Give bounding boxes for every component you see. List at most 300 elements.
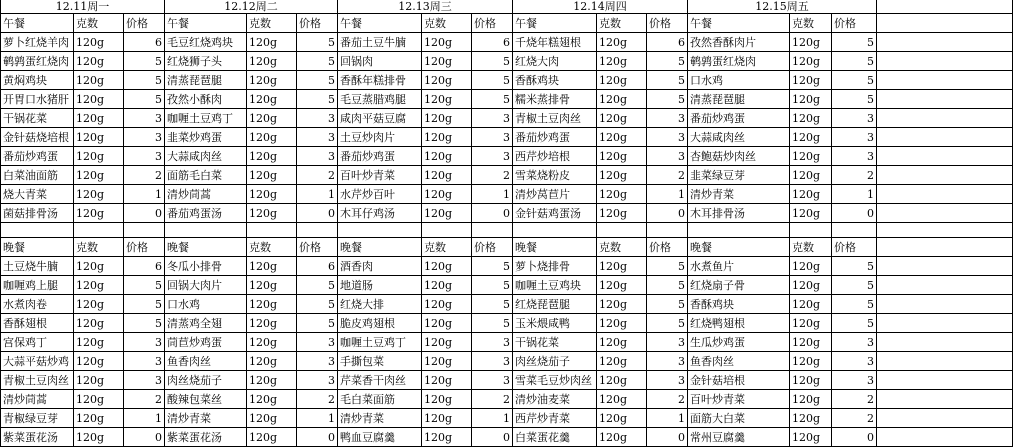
blank-cell	[790, 223, 832, 238]
sheet-empty-cell	[877, 204, 1013, 223]
dish-name: 肉丝烧茄子	[165, 371, 247, 390]
dish-name: 孜然香酥肉片	[688, 33, 790, 52]
sheet-empty-cell	[877, 238, 1013, 257]
dish-name: 清炒莴苣片	[513, 185, 597, 204]
dish-weight: 120g	[247, 185, 297, 204]
meal-label: 午餐	[513, 14, 597, 33]
dish-name: 紫菜蛋花汤	[165, 428, 247, 447]
dish-name: 红烧狮子头	[165, 52, 247, 71]
meal-label: 午餐	[338, 14, 422, 33]
dish-weight: 120g	[790, 71, 832, 90]
dish-name: 冬瓜小排骨	[165, 257, 247, 276]
dish-name: 咸肉平菇豆腐	[338, 109, 422, 128]
dish-price: 1	[647, 409, 688, 428]
sheet-empty-cell	[877, 14, 1013, 33]
dish-name: 清炒青菜	[338, 409, 422, 428]
dish-weight: 120g	[597, 71, 647, 90]
dish-name: 紫菜蛋花汤	[1, 428, 74, 447]
lunch-dish-row	[1, 52, 1013, 71]
dish-price: 3	[472, 128, 513, 147]
dish-weight: 120g	[422, 128, 472, 147]
dish-price: 3	[647, 371, 688, 390]
dish-weight: 120g	[422, 428, 472, 447]
dish-weight: 120g	[790, 276, 832, 295]
dish-price: 5	[647, 52, 688, 71]
dish-price: 5	[297, 276, 338, 295]
dish-price: 0	[472, 428, 513, 447]
dish-name: 地道肠	[338, 276, 422, 295]
dish-name: 大蒜咸肉丝	[165, 147, 247, 166]
day-header: 12.14周四	[513, 0, 688, 14]
price-col-label: 价格	[124, 14, 165, 33]
dish-price: 5	[297, 71, 338, 90]
dish-weight: 120g	[422, 52, 472, 71]
dish-weight: 120g	[597, 257, 647, 276]
dish-weight: 120g	[597, 295, 647, 314]
dish-name: 番茄炒鸡蛋	[688, 109, 790, 128]
dish-price: 2	[124, 390, 165, 409]
dish-price: 3	[832, 109, 877, 128]
dish-weight: 120g	[422, 90, 472, 109]
sheet-empty-cell	[877, 147, 1013, 166]
dish-price: 5	[647, 314, 688, 333]
dish-weight: 120g	[74, 166, 124, 185]
dish-name: 菌菇排骨汤	[1, 204, 74, 223]
dish-price: 3	[832, 128, 877, 147]
dish-weight: 120g	[597, 33, 647, 52]
dish-price: 3	[124, 147, 165, 166]
day-header-row	[1, 0, 1013, 14]
blank-cell	[297, 223, 338, 238]
dish-price: 2	[832, 409, 877, 428]
dinner-dish-row	[1, 333, 1013, 352]
dish-name: 白菜蛋花羹	[513, 428, 597, 447]
dish-price: 5	[472, 295, 513, 314]
dish-price: 2	[472, 166, 513, 185]
dish-weight: 120g	[790, 428, 832, 447]
dish-name: 香酥翅根	[1, 314, 74, 333]
dish-price: 3	[647, 333, 688, 352]
dish-name: 咖喱土豆鸡块	[513, 276, 597, 295]
dish-weight: 120g	[790, 390, 832, 409]
dish-weight: 120g	[422, 185, 472, 204]
dish-price: 3	[832, 147, 877, 166]
blank-cell	[338, 223, 422, 238]
dish-weight: 120g	[422, 204, 472, 223]
blank-cell	[513, 223, 597, 238]
dish-price: 2	[832, 390, 877, 409]
sheet-empty-cell	[877, 128, 1013, 147]
dish-weight: 120g	[790, 295, 832, 314]
dish-price: 3	[124, 128, 165, 147]
dinner-dish-row	[1, 295, 1013, 314]
dish-name: 番茄鸡蛋汤	[165, 204, 247, 223]
blank-cell	[1, 223, 74, 238]
dish-price: 5	[647, 71, 688, 90]
dish-price: 1	[297, 185, 338, 204]
dish-name: 韭菜绿豆芽	[688, 166, 790, 185]
dish-name: 酸辣包菜丝	[165, 390, 247, 409]
lunch-dish-row	[1, 185, 1013, 204]
day-header: 12.11周一	[1, 0, 165, 14]
dish-weight: 120g	[597, 390, 647, 409]
dish-weight: 120g	[422, 371, 472, 390]
dish-name: 金针菇烧培根	[1, 128, 74, 147]
dish-name: 开胃口水猪肝	[1, 90, 74, 109]
dish-price: 5	[124, 52, 165, 71]
day-header: 12.12周二	[165, 0, 338, 14]
dish-name: 西芹炒培根	[513, 147, 597, 166]
dish-weight: 120g	[74, 295, 124, 314]
dish-weight: 120g	[247, 428, 297, 447]
dish-weight: 120g	[74, 185, 124, 204]
dish-name: 千烧年糕翅根	[513, 33, 597, 52]
blank-cell	[247, 223, 297, 238]
dish-name: 番茄炒鸡蛋	[1, 147, 74, 166]
dish-name: 芹菜香干肉丝	[338, 371, 422, 390]
dish-name: 水芹炒百叶	[338, 185, 422, 204]
dish-weight: 120g	[422, 390, 472, 409]
dish-price: 3	[124, 109, 165, 128]
dish-weight: 120g	[74, 371, 124, 390]
dish-price: 3	[124, 352, 165, 371]
dish-weight: 120g	[247, 128, 297, 147]
dish-name: 鹌鹑蛋红烧肉	[1, 52, 74, 71]
dish-name: 白菜油面筋	[1, 166, 74, 185]
dinner-dish-row	[1, 409, 1013, 428]
weight-col-label: 克数	[422, 14, 472, 33]
dish-weight: 120g	[790, 333, 832, 352]
dish-price: 3	[472, 147, 513, 166]
dish-weight: 120g	[790, 352, 832, 371]
dish-price: 5	[472, 276, 513, 295]
sheet-empty-cell	[877, 52, 1013, 71]
dish-weight: 120g	[597, 276, 647, 295]
dish-name: 雪菜毛豆炒肉丝	[513, 371, 597, 390]
dish-price: 0	[297, 204, 338, 223]
dish-price: 5	[647, 276, 688, 295]
dish-weight: 120g	[597, 147, 647, 166]
dish-price: 2	[647, 390, 688, 409]
dish-weight: 120g	[74, 128, 124, 147]
dish-name: 萝卜烧排骨	[513, 257, 597, 276]
dish-price: 1	[297, 409, 338, 428]
dish-name: 咖喱鸡上腿	[1, 276, 74, 295]
dish-weight: 120g	[790, 52, 832, 71]
lunch-dish-row	[1, 147, 1013, 166]
dish-price: 3	[297, 352, 338, 371]
dish-weight: 120g	[247, 166, 297, 185]
dish-name: 毛豆蒸腊鸡腿	[338, 90, 422, 109]
dish-price: 1	[472, 409, 513, 428]
dish-price: 5	[297, 52, 338, 71]
dish-price: 6	[472, 33, 513, 52]
dish-weight: 120g	[597, 371, 647, 390]
dish-name: 常州豆腐羹	[688, 428, 790, 447]
dish-weight: 120g	[74, 314, 124, 333]
dinner-dish-row	[1, 314, 1013, 333]
dinner-dish-row	[1, 371, 1013, 390]
dish-name: 清炒青菜	[165, 409, 247, 428]
lunch-dish-row	[1, 71, 1013, 90]
dish-weight: 120g	[422, 409, 472, 428]
price-col-label: 价格	[472, 238, 513, 257]
dish-price: 5	[124, 295, 165, 314]
meal-label: 午餐	[688, 14, 790, 33]
dish-weight: 120g	[790, 185, 832, 204]
dish-name: 生瓜炒鸡蛋	[688, 333, 790, 352]
dish-price: 1	[647, 185, 688, 204]
dish-weight: 120g	[247, 33, 297, 52]
dish-price: 5	[647, 90, 688, 109]
dish-name: 口水鸡	[688, 71, 790, 90]
dish-price: 5	[472, 71, 513, 90]
dish-price: 3	[832, 371, 877, 390]
sheet-empty-cell	[877, 390, 1013, 409]
dish-weight: 120g	[422, 166, 472, 185]
dish-price: 5	[124, 71, 165, 90]
lunch-dish-row	[1, 90, 1013, 109]
dish-price: 5	[297, 295, 338, 314]
price-col-label: 价格	[124, 238, 165, 257]
dish-name: 鹌鹑蛋红烧肉	[688, 52, 790, 71]
dish-name: 清炒茼蒿	[1, 390, 74, 409]
weight-col-label: 克数	[74, 14, 124, 33]
sheet-empty-cell	[877, 314, 1013, 333]
dish-name: 木耳排骨汤	[688, 204, 790, 223]
dish-name: 清蒸琵琶腿	[688, 90, 790, 109]
dish-weight: 120g	[74, 276, 124, 295]
weight-col-label: 克数	[422, 238, 472, 257]
blank-cell	[877, 223, 1013, 238]
price-col-label: 价格	[647, 238, 688, 257]
dish-weight: 120g	[597, 109, 647, 128]
weight-col-label: 克数	[597, 238, 647, 257]
dish-price: 3	[647, 352, 688, 371]
dish-weight: 120g	[790, 314, 832, 333]
dish-price: 5	[124, 90, 165, 109]
dish-name: 大蒜平菇炒鸡	[1, 352, 74, 371]
blank-cell	[647, 223, 688, 238]
dish-price: 0	[832, 204, 877, 223]
sheet-empty-cell	[877, 276, 1013, 295]
dish-name: 鱼香肉丝	[165, 352, 247, 371]
weight-col-label: 克数	[790, 238, 832, 257]
dish-price: 6	[124, 33, 165, 52]
dish-price: 3	[472, 352, 513, 371]
dish-name: 雪菜烧粉皮	[513, 166, 597, 185]
dish-name: 木耳仔鸡汤	[338, 204, 422, 223]
dish-name: 咖喱土豆鸡丁	[165, 109, 247, 128]
dish-weight: 120g	[597, 52, 647, 71]
dish-weight: 120g	[74, 71, 124, 90]
dish-price: 0	[297, 428, 338, 447]
dish-name: 番茄炒鸡蛋	[338, 147, 422, 166]
weight-col-label: 克数	[247, 238, 297, 257]
dish-price: 3	[297, 147, 338, 166]
dish-price: 3	[472, 109, 513, 128]
dish-price: 2	[472, 390, 513, 409]
dish-weight: 120g	[247, 90, 297, 109]
dish-weight: 120g	[74, 409, 124, 428]
dish-weight: 120g	[74, 109, 124, 128]
dish-weight: 120g	[422, 276, 472, 295]
dish-name: 红烧大排	[338, 295, 422, 314]
dish-price: 1	[124, 185, 165, 204]
dish-price: 5	[297, 90, 338, 109]
dish-weight: 120g	[247, 295, 297, 314]
dish-weight: 120g	[247, 71, 297, 90]
dish-price: 6	[124, 257, 165, 276]
blank-cell	[165, 223, 247, 238]
dish-name: 青椒土豆肉丝	[513, 109, 597, 128]
dish-weight: 120g	[422, 333, 472, 352]
sheet-empty-cell	[877, 0, 1013, 14]
dish-weight: 120g	[790, 33, 832, 52]
dish-price: 6	[297, 257, 338, 276]
dish-name: 西芹炒青菜	[513, 409, 597, 428]
dish-weight: 120g	[597, 166, 647, 185]
dish-name: 水煮鱼片	[688, 257, 790, 276]
dish-price: 5	[297, 314, 338, 333]
dish-weight: 120g	[74, 90, 124, 109]
dish-name: 金针菇培根	[688, 371, 790, 390]
dish-price: 5	[832, 257, 877, 276]
dish-weight: 120g	[597, 314, 647, 333]
dish-name: 青椒绿豆芽	[1, 409, 74, 428]
dish-price: 2	[124, 166, 165, 185]
dish-price: 3	[297, 371, 338, 390]
dish-name: 番茄土豆牛腩	[338, 33, 422, 52]
dish-price: 1	[124, 409, 165, 428]
dish-weight: 120g	[790, 204, 832, 223]
dish-name: 孜然小酥肉	[165, 90, 247, 109]
blank-cell	[688, 223, 790, 238]
dish-name: 红烧大肉	[513, 52, 597, 71]
dish-weight: 120g	[597, 352, 647, 371]
dish-weight: 120g	[597, 428, 647, 447]
dish-price: 3	[297, 109, 338, 128]
sheet-empty-cell	[877, 109, 1013, 128]
sheet-empty-cell	[877, 333, 1013, 352]
dish-name: 回锅大肉片	[165, 276, 247, 295]
meal-label: 晚餐	[688, 238, 790, 257]
dish-name: 杏鲍菇炒肉丝	[688, 147, 790, 166]
dish-price: 5	[647, 257, 688, 276]
dish-price: 5	[472, 52, 513, 71]
dish-weight: 120g	[74, 352, 124, 371]
dish-weight: 120g	[790, 90, 832, 109]
dish-weight: 120g	[247, 147, 297, 166]
dish-name: 土豆炒肉片	[338, 128, 422, 147]
dish-weight: 120g	[422, 109, 472, 128]
sheet-empty-cell	[877, 33, 1013, 52]
dish-weight: 120g	[74, 33, 124, 52]
dish-weight: 120g	[247, 390, 297, 409]
meal-label: 晚餐	[513, 238, 597, 257]
dish-weight: 120g	[790, 128, 832, 147]
dish-weight: 120g	[74, 147, 124, 166]
dish-price: 5	[832, 52, 877, 71]
dish-name: 手撕包菜	[338, 352, 422, 371]
weight-col-label: 克数	[74, 238, 124, 257]
dish-weight: 120g	[422, 295, 472, 314]
dish-price: 3	[647, 109, 688, 128]
dish-name: 清蒸鸡全翅	[165, 314, 247, 333]
dish-weight: 120g	[74, 257, 124, 276]
dish-weight: 120g	[422, 147, 472, 166]
dish-price: 3	[832, 333, 877, 352]
dish-weight: 120g	[597, 185, 647, 204]
dish-name: 土豆烧牛腩	[1, 257, 74, 276]
price-col-label: 价格	[832, 14, 877, 33]
meal-label: 晚餐	[165, 238, 247, 257]
dish-name: 玉米煨咸鸭	[513, 314, 597, 333]
dish-name: 红烧琵琶腿	[513, 295, 597, 314]
dish-weight: 120g	[247, 371, 297, 390]
dish-name: 清蒸琵琶腿	[165, 71, 247, 90]
sheet-empty-cell	[877, 295, 1013, 314]
lunch-dish-row	[1, 166, 1013, 185]
dish-name: 红烧扇子骨	[688, 276, 790, 295]
dish-name: 脆皮鸡翅根	[338, 314, 422, 333]
dish-weight: 120g	[597, 409, 647, 428]
dish-weight: 120g	[422, 33, 472, 52]
dish-weight: 120g	[247, 52, 297, 71]
sheet-empty-cell	[877, 409, 1013, 428]
dish-price: 3	[124, 333, 165, 352]
dish-name: 百叶炒青菜	[688, 390, 790, 409]
dish-weight: 120g	[597, 204, 647, 223]
dish-name: 红烧鸭翅根	[688, 314, 790, 333]
dish-name: 面筋大白菜	[688, 409, 790, 428]
dish-weight: 120g	[247, 352, 297, 371]
dish-price: 5	[472, 257, 513, 276]
dinner-dish-row	[1, 352, 1013, 371]
dish-weight: 120g	[247, 314, 297, 333]
dish-price: 3	[297, 128, 338, 147]
meal-label: 晚餐	[1, 238, 74, 257]
blank-cell	[124, 223, 165, 238]
dinner-header-row	[1, 238, 1013, 257]
dish-price: 5	[832, 276, 877, 295]
dish-name: 鸭血豆腐羹	[338, 428, 422, 447]
dish-name: 清炒油麦菜	[513, 390, 597, 409]
dish-price: 2	[297, 166, 338, 185]
dish-price: 5	[472, 314, 513, 333]
dish-price: 5	[832, 90, 877, 109]
sheet-empty-cell	[877, 166, 1013, 185]
sheet-empty-cell	[877, 71, 1013, 90]
dish-weight: 120g	[790, 166, 832, 185]
dish-name: 口水鸡	[165, 295, 247, 314]
dish-price: 0	[472, 204, 513, 223]
dish-price: 5	[297, 33, 338, 52]
price-col-label: 价格	[297, 14, 338, 33]
sheet-empty-cell	[877, 90, 1013, 109]
sheet-empty-cell	[877, 371, 1013, 390]
price-col-label: 价格	[832, 238, 877, 257]
dish-name: 黄焖鸡块	[1, 71, 74, 90]
dish-price: 5	[832, 33, 877, 52]
blank-cell	[74, 223, 124, 238]
dish-price: 5	[832, 71, 877, 90]
weight-col-label: 克数	[597, 14, 647, 33]
dish-weight: 120g	[74, 390, 124, 409]
dish-price: 0	[832, 428, 877, 447]
dish-name: 茼苣炒鸡蛋	[165, 333, 247, 352]
lunch-dish-row	[1, 109, 1013, 128]
